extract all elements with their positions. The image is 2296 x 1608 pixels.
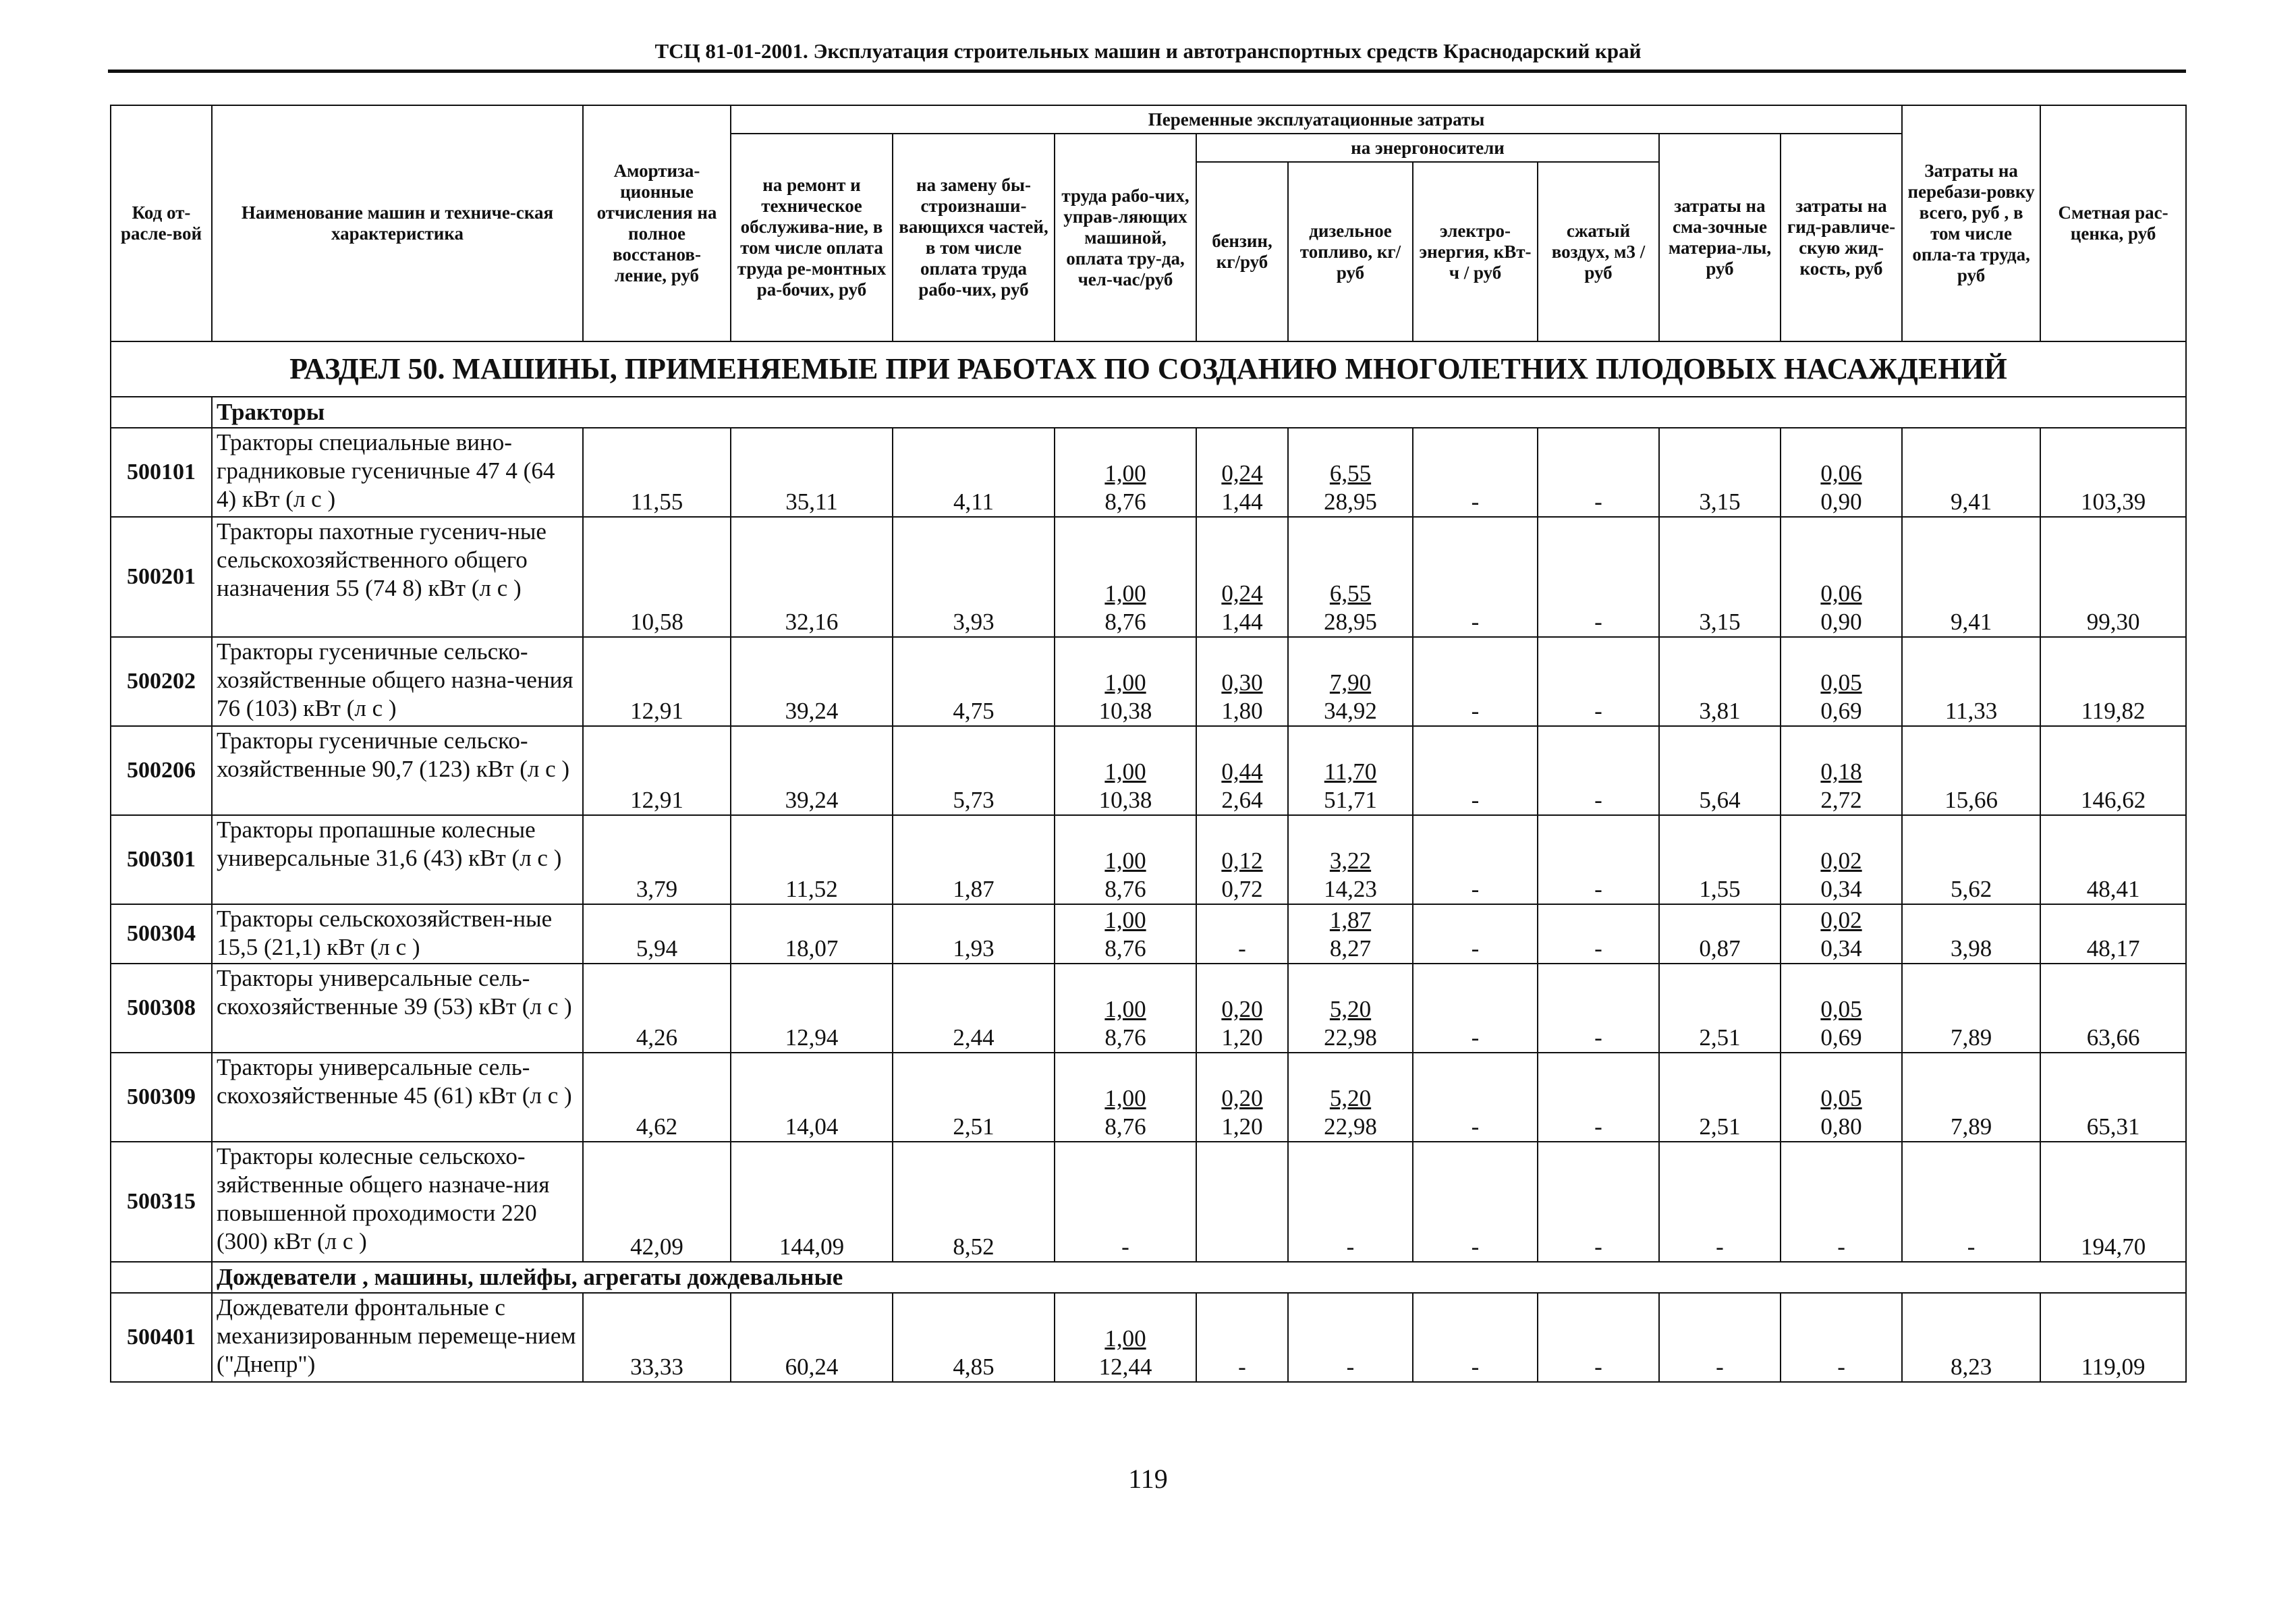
cell-electric: - (1413, 428, 1538, 517)
cell-hydraulic-bottom: 0,69 (1820, 698, 1862, 724)
cell-electric: - (1413, 637, 1538, 726)
cell-diesel-bottom: 22,98 (1324, 1113, 1377, 1140)
cell-price: 65,31 (2040, 1053, 2186, 1142)
cell-labor-bottom: - (1121, 1233, 1129, 1260)
cell-labor-top: 1,00 (1104, 580, 1146, 607)
cell-labor-bottom: 8,76 (1104, 489, 1146, 515)
cell-transport: 11,33 (1902, 637, 2040, 726)
cell-lube: 5,64 (1659, 726, 1781, 815)
group-tractors: Тракторы (212, 397, 2186, 428)
table-row (111, 1293, 2186, 1382)
cell-labor-bottom: 8,76 (1104, 876, 1146, 902)
cell-name: Тракторы колесные сельскохо-зяйственные общего назначе-ния повышенной проходимости 220 (300) кВт (л с ) (212, 1142, 583, 1262)
cell-hydraulic-bottom: 0,34 (1820, 876, 1862, 902)
cell-labor-top: 1,00 (1104, 460, 1146, 487)
cell-labor-bottom: 8,76 (1104, 935, 1146, 962)
col-lube: затраты на сма-зочные материа-лы, руб (1659, 134, 1781, 341)
cell-petrol-top: 0,24 (1221, 460, 1263, 487)
cell-lube: 2,51 (1659, 1053, 1781, 1142)
cell-petrol-bottom: - (1238, 935, 1246, 962)
cell-amort: 10,58 (583, 517, 731, 637)
cell-petrol-bottom: 0,72 (1221, 876, 1263, 902)
cost-table (110, 105, 2187, 1383)
cell-name: Тракторы пропашные колесные универсальные 31,6 (43) кВт (л с ) (212, 815, 583, 904)
page-number: 119 (1128, 1464, 1168, 1494)
cell-replace: 2,51 (893, 1053, 1055, 1142)
cell-labor-bottom: 8,76 (1104, 1024, 1146, 1051)
cell-replace: 4,75 (893, 637, 1055, 726)
cell-transport: 9,41 (1902, 428, 2040, 517)
cell-petrol (1196, 726, 1288, 815)
cell-repair: 32,16 (731, 517, 893, 637)
cell-hydraulic (1781, 637, 1902, 726)
cell-electric: - (1413, 964, 1538, 1053)
cell-replace: 2,44 (893, 964, 1055, 1053)
cell-petrol (1196, 964, 1288, 1053)
cell-hydraulic-bottom: 0,34 (1820, 935, 1862, 962)
cell-code: 500201 (111, 517, 212, 637)
cell-lube: 0,87 (1659, 904, 1781, 964)
cell-hydraulic-bottom: - (1837, 1354, 1845, 1380)
cell-labor-bottom: 10,38 (1098, 698, 1152, 724)
cell-labor-top: 1,00 (1104, 669, 1146, 696)
cell-repair: 11,52 (731, 815, 893, 904)
cell-lube: - (1659, 1293, 1781, 1382)
cell-petrol (1196, 1053, 1288, 1142)
cell-price: 146,62 (2040, 726, 2186, 815)
cell-repair: 12,94 (731, 964, 893, 1053)
cell-air: - (1538, 428, 1659, 517)
cell-hydraulic-bottom: 2,72 (1820, 787, 1862, 813)
cell-hydraulic-bottom: 0,80 (1820, 1113, 1862, 1140)
col-air: сжатый воздух, м3 / руб (1538, 162, 1659, 341)
group-row-sprinklers (111, 1262, 2186, 1293)
cell-diesel-top: 7,90 (1329, 669, 1372, 696)
cell-petrol-bottom: 1,20 (1221, 1113, 1263, 1140)
cell-petrol-bottom: 1,44 (1221, 609, 1263, 635)
cell-diesel-top: 6,55 (1329, 580, 1372, 607)
cell-air: - (1538, 1142, 1659, 1262)
cell-labor (1055, 815, 1196, 904)
col-replace: на замену бы-строизнаши-вающихся частей, в том числе оплата труда рабо-чих, руб (893, 134, 1055, 341)
cell-hydraulic (1781, 1053, 1902, 1142)
cell-diesel-bottom: 51,71 (1324, 787, 1377, 813)
cell-hydraulic-bottom: 0,69 (1820, 1024, 1862, 1051)
cell-name: Тракторы гусеничные сельско-хозяйственные 90,7 (123) кВт (л с ) (212, 726, 583, 815)
cell-labor-top: 1,00 (1104, 1325, 1146, 1352)
cell-diesel-bottom: - (1346, 1233, 1355, 1260)
col-petrol: бензин, кг/руб (1196, 162, 1288, 341)
col-diesel: дизельное топливо, кг/руб (1288, 162, 1413, 341)
cell-code: 500101 (111, 428, 212, 517)
cell-labor-bottom: 8,76 (1104, 1113, 1146, 1140)
cell-diesel (1288, 1293, 1413, 1382)
cell-petrol-top: 0,44 (1221, 758, 1263, 785)
cell-electric: - (1413, 1142, 1538, 1262)
cell-petrol (1196, 904, 1288, 964)
cell-petrol (1196, 637, 1288, 726)
cell-petrol-top: 0,24 (1221, 580, 1263, 607)
cell-hydraulic-top: 0,02 (1820, 907, 1862, 933)
cell-petrol-top: 0,20 (1221, 996, 1263, 1022)
cell-repair: 39,24 (731, 637, 893, 726)
cell-replace: 4,85 (893, 1293, 1055, 1382)
cell-amort: 12,91 (583, 726, 731, 815)
cell-name: Тракторы гусеничные сельско-хозяйственные общего назна-чения 76 (103) кВт (л с ) (212, 637, 583, 726)
cell-replace: 1,93 (893, 904, 1055, 964)
cell-replace: 3,93 (893, 517, 1055, 637)
cell-labor (1055, 1142, 1196, 1262)
cell-labor-top: 1,00 (1104, 996, 1146, 1022)
cell-petrol-top: 0,12 (1221, 848, 1263, 874)
col-amort: Амортиза-ционные отчисления на полное восстанов-ление, руб (583, 105, 731, 341)
cell-price: 119,09 (2040, 1293, 2186, 1382)
cell-diesel-bottom: 14,23 (1324, 876, 1377, 902)
cell-labor (1055, 964, 1196, 1053)
cell-repair: 14,04 (731, 1053, 893, 1142)
cell-repair: 18,07 (731, 904, 893, 964)
cell-replace: 1,87 (893, 815, 1055, 904)
cell-petrol-top: 0,20 (1221, 1085, 1263, 1111)
cell-labor (1055, 428, 1196, 517)
table-row (111, 815, 2186, 904)
table-row (111, 964, 2186, 1053)
cell-code: 500309 (111, 1053, 212, 1142)
cell-labor (1055, 517, 1196, 637)
cell-air: - (1538, 904, 1659, 964)
cell-price: 103,39 (2040, 428, 2186, 517)
cell-labor-top: 1,00 (1104, 758, 1146, 785)
cell-price: 119,82 (2040, 637, 2186, 726)
cell-electric: - (1413, 726, 1538, 815)
cell-price: 99,30 (2040, 517, 2186, 637)
col-labor: труда рабо-чих, управ-ляющих машиной, оплата тру-да, чел-час/руб (1055, 134, 1196, 341)
cell-transport: 7,89 (1902, 964, 2040, 1053)
cell-petrol-bottom: 2,64 (1221, 787, 1263, 813)
cell-amort: 11,55 (583, 428, 731, 517)
cell-diesel (1288, 964, 1413, 1053)
cell-labor-bottom: 12,44 (1098, 1354, 1152, 1380)
cell-name: Тракторы универсальные сель-скохозяйственные 45 (61) кВт (л с ) (212, 1053, 583, 1142)
table-row (111, 428, 2186, 517)
cell-transport: - (1902, 1142, 2040, 1262)
cell-hydraulic-top: 0,05 (1820, 669, 1862, 696)
cell-air: - (1538, 1053, 1659, 1142)
col-transport: Затраты на перебази-ровку всего, руб , в том числе опла-та труда, руб (1902, 105, 2040, 341)
col-hydraulic: затраты на гид-равличе-скую жид-кость, руб (1781, 134, 1902, 341)
cell-labor (1055, 637, 1196, 726)
cell-hydraulic-bottom: 0,90 (1820, 609, 1862, 635)
cell-code: 500301 (111, 815, 212, 904)
cell-hydraulic-top: 0,06 (1820, 460, 1862, 487)
cell-diesel (1288, 726, 1413, 815)
cell-hydraulic (1781, 428, 1902, 517)
cell-electric: - (1413, 1053, 1538, 1142)
cell-diesel (1288, 1142, 1413, 1262)
cell-code: 500315 (111, 1142, 212, 1262)
cell-code: 500308 (111, 964, 212, 1053)
cell-lube: - (1659, 1142, 1781, 1262)
cell-diesel-bottom: 22,98 (1324, 1024, 1377, 1051)
cell-replace: 4,11 (893, 428, 1055, 517)
table-row (111, 904, 2186, 964)
cell-transport: 5,62 (1902, 815, 2040, 904)
cell-petrol-bottom: 1,20 (1221, 1024, 1263, 1051)
cell-lube: 2,51 (1659, 964, 1781, 1053)
cell-code: 500304 (111, 904, 212, 964)
col-price: Сметная рас-ценка, руб (2040, 105, 2186, 341)
cell-labor (1055, 1053, 1196, 1142)
cell-name: Тракторы универсальные сель-скохозяйственные 39 (53) кВт (л с ) (212, 964, 583, 1053)
cell-petrol (1196, 1293, 1288, 1382)
cell-diesel-bottom: 34,92 (1324, 698, 1377, 724)
cell-transport: 3,98 (1902, 904, 2040, 964)
cell-repair: 39,24 (731, 726, 893, 815)
table-row (111, 1053, 2186, 1142)
cell-hydraulic-top: 0,06 (1820, 580, 1862, 607)
cell-hydraulic (1781, 726, 1902, 815)
header-rule (108, 70, 2186, 73)
col-name: Наименование машин и техниче-ская характеристика (212, 105, 583, 341)
cell-hydraulic-bottom: - (1837, 1233, 1845, 1260)
cell-amort: 5,94 (583, 904, 731, 964)
cell-diesel-bottom: 28,95 (1324, 609, 1377, 635)
cell-hydraulic-top: 0,02 (1820, 848, 1862, 874)
cell-price: 194,70 (2040, 1142, 2186, 1262)
cell-diesel (1288, 815, 1413, 904)
cell-lube: 3,15 (1659, 517, 1781, 637)
cell-hydraulic-top: 0,05 (1820, 996, 1862, 1022)
cell-petrol (1196, 815, 1288, 904)
cell-air: - (1538, 815, 1659, 904)
cell-labor-bottom: 8,76 (1104, 609, 1146, 635)
cell-hydraulic (1781, 1293, 1902, 1382)
cell-electric: - (1413, 517, 1538, 637)
cell-diesel-top: 1,87 (1329, 907, 1372, 933)
cell-price: 48,41 (2040, 815, 2186, 904)
col-energy-group: на энергоносители (1196, 134, 1659, 162)
group-sprinklers: Дождеватели , машины, шлейфы, агрегаты дождевальные (212, 1262, 2186, 1293)
cell-air: - (1538, 637, 1659, 726)
cell-labor-top: 1,00 (1104, 848, 1146, 874)
cell-diesel (1288, 904, 1413, 964)
cell-name: Тракторы сельскохозяйствен-ные 15,5 (21,1) кВт (л с ) (212, 904, 583, 964)
cell-code: 500401 (111, 1293, 212, 1382)
cell-name: Тракторы пахотные гусенич-ные сельскохозяйственного общего назначения 55 (74 8) кВт (л с ) (212, 517, 583, 637)
cell-petrol-bottom: 1,44 (1221, 489, 1263, 515)
cell-lube: 3,81 (1659, 637, 1781, 726)
cell-diesel (1288, 1053, 1413, 1142)
cell-transport: 7,89 (1902, 1053, 2040, 1142)
cell-petrol (1196, 517, 1288, 637)
cell-labor-top: 1,00 (1104, 907, 1146, 933)
cell-repair: 144,09 (731, 1142, 893, 1262)
table-row (111, 637, 2186, 726)
cell-petrol-bottom: 1,80 (1221, 698, 1263, 724)
cell-repair: 35,11 (731, 428, 893, 517)
cell-hydraulic (1781, 815, 1902, 904)
cell-hydraulic (1781, 964, 1902, 1053)
cell-petrol (1196, 428, 1288, 517)
cell-amort: 42,09 (583, 1142, 731, 1262)
section-title: РАЗДЕЛ 50. МАШИНЫ, ПРИМЕНЯЕМЫЕ ПРИ РАБОТАХ ПО СОЗДАНИЮ МНОГОЛЕТНИХ ПЛОДОВЫХ НАСАЖДЕНИЙ (111, 341, 2186, 397)
cell-petrol-top: 0,30 (1221, 669, 1263, 696)
cell-labor (1055, 1293, 1196, 1382)
table-body (111, 341, 2186, 1382)
table-header (111, 105, 2186, 341)
col-electric: электро-энергия, кВт-ч / руб (1413, 162, 1538, 341)
col-variable-group: Переменные эксплуатационные затраты (731, 105, 1902, 134)
cell-labor-bottom: 10,38 (1098, 787, 1152, 813)
cell-replace: 5,73 (893, 726, 1055, 815)
table-row (111, 726, 2186, 815)
cell-hydraulic (1781, 517, 1902, 637)
cell-hydraulic-top: 0,18 (1820, 758, 1862, 785)
group-code-empty (111, 1262, 212, 1293)
cell-price: 48,17 (2040, 904, 2186, 964)
cell-replace: 8,52 (893, 1142, 1055, 1262)
cell-diesel-top: 5,20 (1329, 996, 1372, 1022)
cell-code: 500202 (111, 637, 212, 726)
cell-amort: 4,62 (583, 1053, 731, 1142)
cell-diesel-top: 6,55 (1329, 460, 1372, 487)
cell-air: - (1538, 517, 1659, 637)
col-code: Код от-расле-вой (111, 105, 212, 341)
cell-code: 500206 (111, 726, 212, 815)
cell-hydraulic (1781, 1142, 1902, 1262)
cell-hydraulic-top: 0,05 (1820, 1085, 1862, 1111)
cell-amort: 33,33 (583, 1293, 731, 1382)
cell-transport: 8,23 (1902, 1293, 2040, 1382)
cell-air: - (1538, 964, 1659, 1053)
cell-diesel-bottom: 8,27 (1329, 935, 1372, 962)
cell-price: 63,66 (2040, 964, 2186, 1053)
cell-transport: 9,41 (1902, 517, 2040, 637)
cell-repair: 60,24 (731, 1293, 893, 1382)
cell-hydraulic (1781, 904, 1902, 964)
cell-lube: 1,55 (1659, 815, 1781, 904)
cell-air: - (1538, 726, 1659, 815)
cell-petrol (1196, 1142, 1288, 1262)
cell-electric: - (1413, 815, 1538, 904)
cell-lube: 3,15 (1659, 428, 1781, 517)
cell-electric: - (1413, 1293, 1538, 1382)
table-row (111, 1142, 2186, 1262)
cell-hydraulic-bottom: 0,90 (1820, 489, 1862, 515)
cell-diesel-bottom: 28,95 (1324, 489, 1377, 515)
cell-amort: 4,26 (583, 964, 731, 1053)
cell-petrol-bottom: - (1238, 1354, 1246, 1380)
cell-diesel-top: 11,70 (1324, 758, 1377, 785)
cell-electric: - (1413, 904, 1538, 964)
cell-amort: 3,79 (583, 815, 731, 904)
cell-transport: 15,66 (1902, 726, 2040, 815)
cell-labor (1055, 726, 1196, 815)
group-code-empty (111, 397, 212, 428)
page-header-title: ТСЦ 81-01-2001. Эксплуатация строительных машин и автотранспортных средств Краснодарский край (654, 39, 1642, 63)
cell-air: - (1538, 1293, 1659, 1382)
table-row (111, 517, 2186, 637)
cell-diesel-top: 5,20 (1329, 1085, 1372, 1111)
cell-diesel (1288, 428, 1413, 517)
cell-name: Дождеватели фронтальные с механизированным перемеще-нием ("Днепр") (212, 1293, 583, 1382)
cell-diesel (1288, 517, 1413, 637)
cell-name: Тракторы специальные вино-градниковые гусеничные 47 4 (64 4) кВт (л с ) (212, 428, 583, 517)
cell-amort: 12,91 (583, 637, 731, 726)
cell-diesel-top: 3,22 (1329, 848, 1372, 874)
cell-labor-top: 1,00 (1104, 1085, 1146, 1111)
col-repair: на ремонт и техническое обслужива-ние, в том числе оплата труда ре-монтных ра-бочих, руб (731, 134, 893, 341)
cell-labor (1055, 904, 1196, 964)
cell-diesel-bottom: - (1346, 1354, 1355, 1380)
cell-diesel (1288, 637, 1413, 726)
